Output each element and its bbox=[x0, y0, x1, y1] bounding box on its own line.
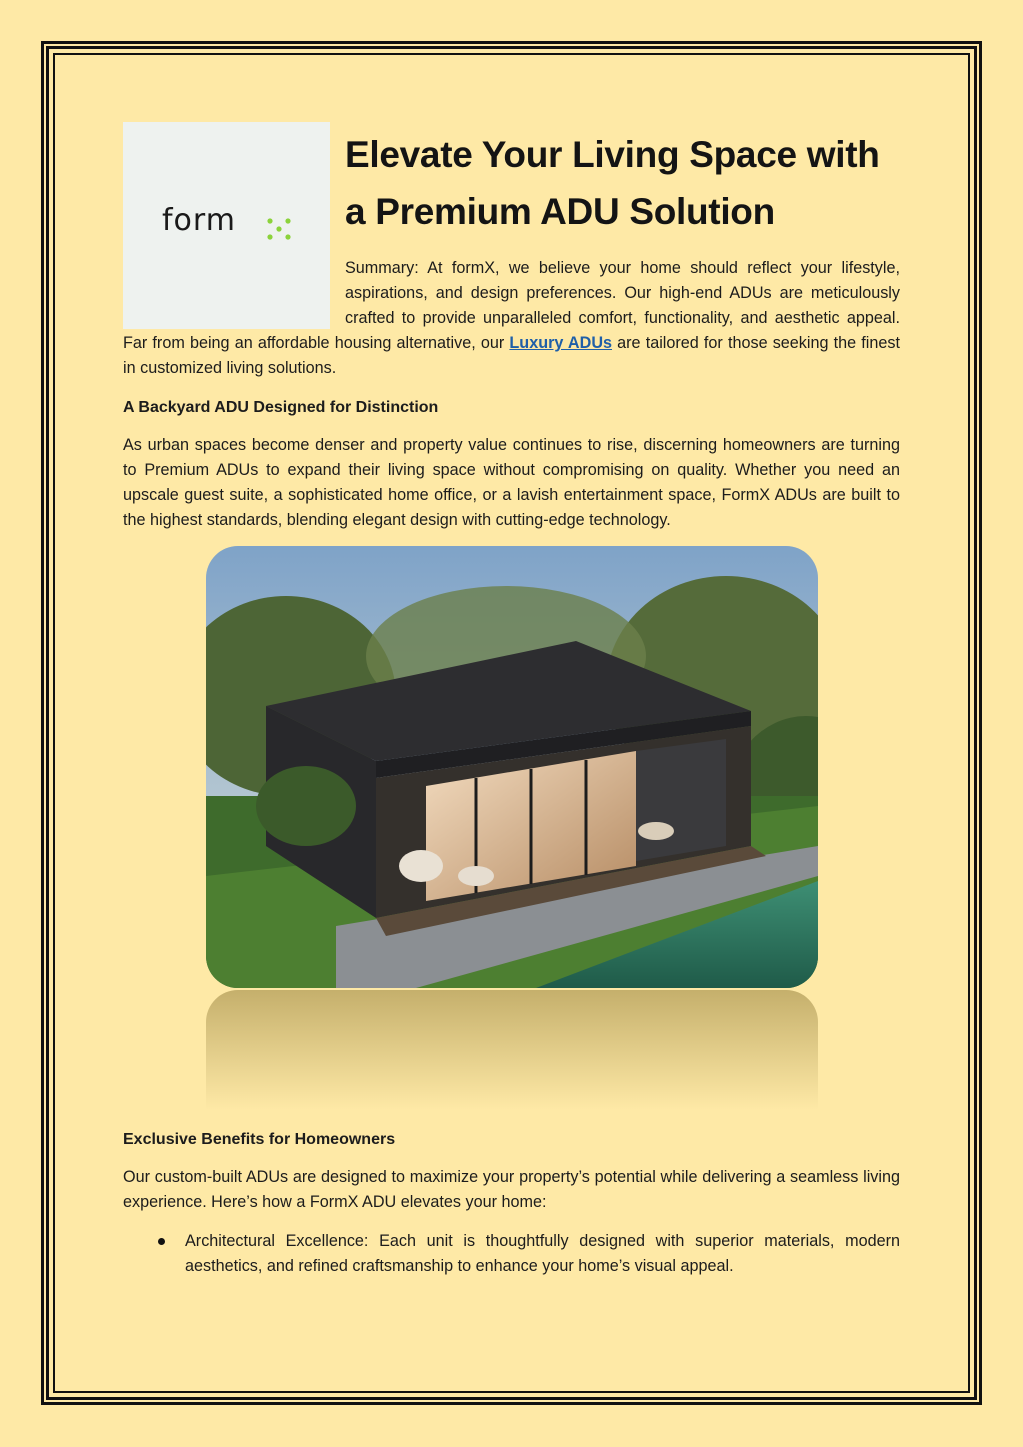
benefits-section bbox=[123, 1127, 900, 1279]
summary-text: Summary: At formX, we believe your home should reflect your lifestyle, aspirations, and design preferences. Our high-end ADUs are meticulously crafted to provide unparalleled comfort, functionality, and aesthetic appeal. Far from being an affordable housing alternative, our bbox=[123, 259, 900, 352]
section-body-distinction: As urban spaces become denser and property value continues to rise, discerning homeowners are turning to Premium ADUs to expand their living space without compromising on quality. Whether you need an upscale guest suite, a sophisticated home office, or a lavish entertainment space, FormX ADUs are built to the highest standards, blending elegant design with cutting-edge technology. bbox=[123, 436, 900, 529]
adu-illustration bbox=[206, 546, 818, 988]
page-title: Elevate Your Living Space with a Premium ADU Solution bbox=[345, 134, 880, 232]
section-heading-distinction: A Backyard ADU Designed for Distinction bbox=[123, 399, 439, 416]
section-body-benefits: Our custom-built ADUs are designed to maximize your property’s potential while delivering a seamless living experience. Here’s how a FormX ADU elevates your home: bbox=[123, 1168, 900, 1211]
list-item-text: Architectural Excellence: Each unit is thoughtfully designed with superior materials, modern aesthetics, and refined craftsmanship to enhance your home’s visual appeal. bbox=[185, 1232, 900, 1275]
bullet-icon bbox=[158, 1238, 165, 1245]
luxury-adus-link[interactable]: Luxury ADUs bbox=[509, 334, 613, 352]
logo-x-icon bbox=[267, 218, 291, 240]
logo-wordmark: form bbox=[162, 203, 236, 238]
hero-image-reflection bbox=[206, 990, 818, 1110]
list-item bbox=[123, 1229, 900, 1279]
adu-hero-image bbox=[206, 546, 818, 988]
formx-logo bbox=[123, 122, 330, 329]
document-content bbox=[123, 122, 900, 533]
section-heading-benefits: Exclusive Benefits for Homeowners bbox=[123, 1131, 396, 1148]
summary-text-end: are tailored for those seeking the finest in customized living solutions. bbox=[123, 334, 900, 377]
benefits-list bbox=[123, 1229, 900, 1279]
